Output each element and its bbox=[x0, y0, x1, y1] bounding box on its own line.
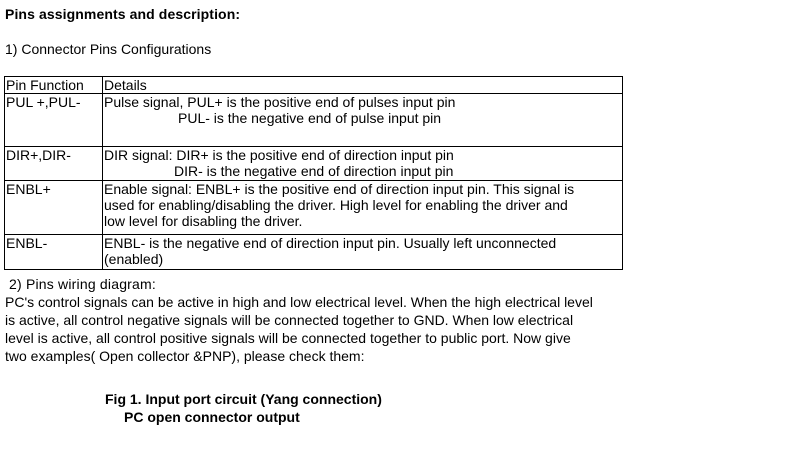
table-header-row bbox=[5, 77, 623, 94]
table-row bbox=[5, 235, 623, 270]
details-line: (enabled) bbox=[104, 251, 164, 267]
details-line: Enable signal: ENBL+ is the positive end of direction input pin. This signal is bbox=[104, 181, 575, 197]
details-line: Pulse signal, PUL+ is the positive end of pulses input pin bbox=[104, 94, 456, 110]
details-cell bbox=[103, 94, 623, 147]
wiring-description-paragraph bbox=[5, 293, 655, 365]
details-line: ENBL- is the negative end of direction input pin. Usually left unconnected bbox=[104, 235, 557, 251]
table-row bbox=[5, 94, 623, 147]
pin-cell: ENBL- bbox=[5, 235, 103, 270]
details-line: DIR signal: DIR+ is the positive end of direction input pin bbox=[104, 147, 454, 163]
pin-cell: DIR+,DIR- bbox=[5, 147, 103, 181]
column-header-details: Details bbox=[103, 77, 623, 94]
details-cell bbox=[103, 181, 623, 235]
section-heading-wiring-diagram: 2) Pins wiring diagram: bbox=[9, 276, 156, 292]
figure-subcaption: PC open connector output bbox=[124, 409, 300, 425]
page-title: Pins assignments and description: bbox=[5, 6, 241, 22]
pin-cell: ENBL+ bbox=[5, 181, 103, 235]
details-line: low level for disabling the driver. bbox=[104, 213, 303, 229]
section-heading-connector-pins: 1) Connector Pins Configurations bbox=[5, 41, 212, 57]
pin-cell: PUL +,PUL- bbox=[5, 94, 103, 147]
paragraph-line: level is active, all control positive signals will be connected together to public port. Now give bbox=[5, 330, 571, 346]
details-line: used for enabling/disabling the driver. High level for enabling the driver and bbox=[104, 197, 568, 213]
column-header-pin-function: Pin Function bbox=[5, 77, 103, 94]
figure-caption: Fig 1. Input port circuit (Yang connection) bbox=[105, 391, 382, 407]
table-row bbox=[5, 181, 623, 235]
paragraph-line: PC's control signals can be active in high and low electrical level. When the high electrical level bbox=[5, 294, 593, 310]
details-cell bbox=[103, 147, 623, 181]
pin-table bbox=[4, 76, 623, 270]
details-cell bbox=[103, 235, 623, 270]
details-line: DIR- is the negative end of direction input pin bbox=[174, 163, 454, 179]
table-row bbox=[5, 147, 623, 181]
paragraph-line: is active, all control negative signals will be connected together to GND. When low electrical bbox=[5, 312, 574, 328]
paragraph-line: two examples( Open collector &PNP), please check them: bbox=[5, 348, 365, 364]
details-line: PUL- is the negative end of pulse input pin bbox=[178, 110, 442, 126]
